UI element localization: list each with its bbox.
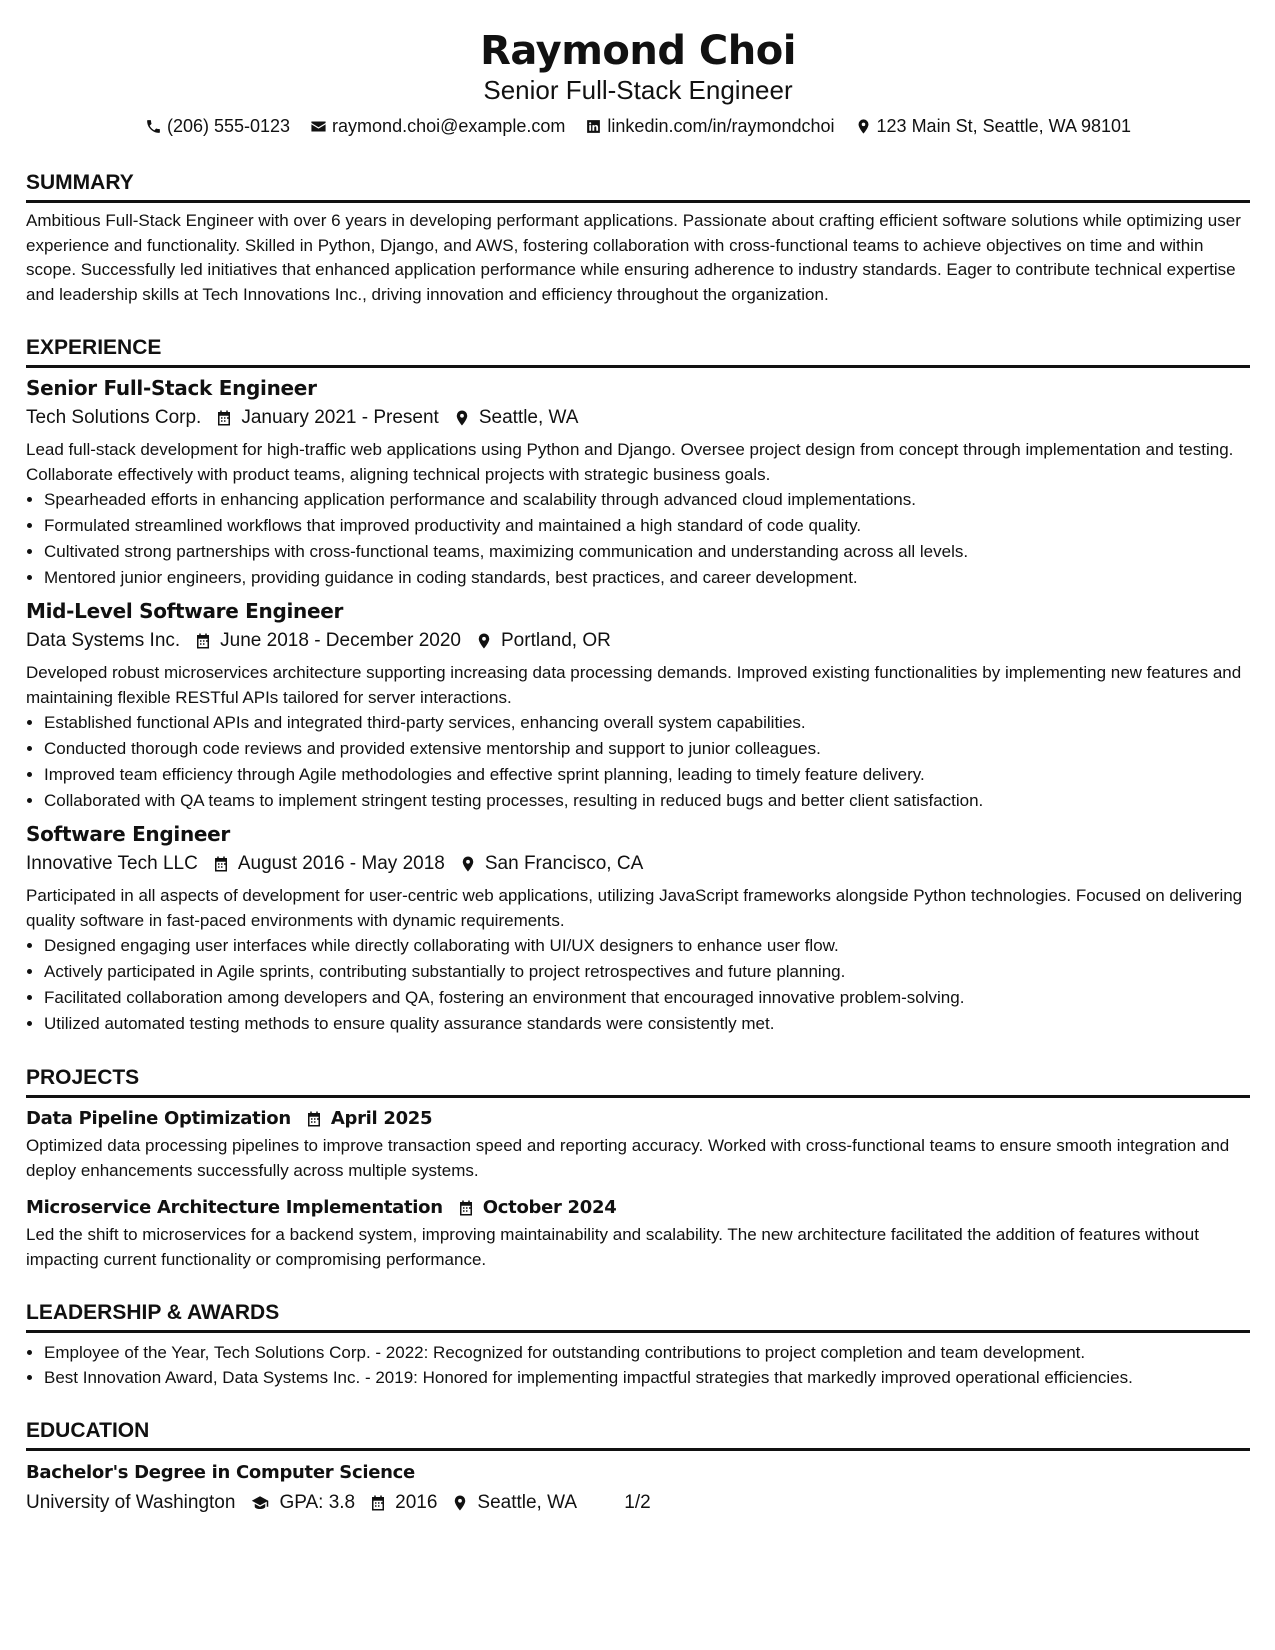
page-number: 1/2	[624, 1492, 651, 1513]
email-text[interactable]: raymond.choi@example.com	[332, 116, 566, 136]
experience-entry	[26, 597, 1250, 814]
job-description: Participated in all aspects of development for user-centric web applications, utilizing JavaScript frameworks alongside Python technologies. Focused on delivering quality software in fast-paced environments with dynamic requirements.	[26, 886, 1243, 930]
job-company: Innovative Tech LLC	[26, 853, 198, 874]
job-title: Software Engineer	[26, 822, 230, 846]
job-description: Lead full-stack development for high-traffic web applications using Python and Django. Oversee project design from concept through implementation and testing. Collaborate effectively with product teams, aligning technical projects with strategic business goals.	[26, 440, 1234, 484]
job-location: Portland, OR	[501, 630, 611, 651]
school-name: University of Washington	[26, 1492, 236, 1513]
job-meta	[26, 627, 1250, 655]
gpa-text: GPA: 3.8	[279, 1492, 356, 1513]
job-location: San Francisco, CA	[484, 853, 644, 874]
map-pin-icon	[855, 118, 872, 135]
list-item: • Cultivated strong partnerships with cross-functional teams, maximizing communication and understanding across all levels.	[44, 539, 1250, 565]
linkedin-icon	[585, 118, 602, 135]
experience-entry	[26, 374, 1250, 591]
list-item: • Best Innovation Award, Data Systems Inc. - 2019: Honored for implementing impactful strategies that markedly improved operational efficiencies.	[44, 1366, 1250, 1391]
awards-list	[26, 1341, 1250, 1390]
project-name: Microservice Architecture Implementation	[26, 1197, 443, 1218]
job-meta	[26, 850, 1250, 878]
list-item: • Improved team efficiency through Agile methodologies and effective sprint planning, leading to timely feature delivery.	[44, 762, 1250, 788]
job-title: Mid-Level Software Engineer	[26, 599, 344, 623]
degree-title: Bachelor's Degree in Computer Science	[26, 1462, 415, 1483]
job-bullets	[26, 487, 1250, 591]
contact-address	[855, 114, 1132, 138]
list-item: • Designed engaging user interfaces while directly collaborating with UI/UX designers to enhance user flow.	[44, 933, 1250, 959]
list-item: • Employee of the Year, Tech Solutions Corp. - 2022: Recognized for outstanding contributions to project completion and team development.	[44, 1341, 1250, 1366]
list-item: • Spearheaded efforts in enhancing application performance and scalability through advanced cloud implementations.	[44, 487, 1250, 513]
job-bullets	[26, 933, 1250, 1037]
summary-text: Ambitious Full-Stack Engineer with over 6 years in developing performant applications. Passionate about crafting efficient software solutions while optimizing user experience and functionality. Skilled in Python, Django, and AWS, fostering collaboration with cross-functional teams to achieve objectives on time and within scope. Successfully led initiatives that enhanced application performance while ensuring adherence to industry standards. Eager to contribute technical expertise and leadership skills at Tech Innovations Inc., driving innovation and efficiency throughout the organization.	[26, 211, 1241, 304]
resume-header	[26, 28, 1250, 138]
phone-icon	[145, 118, 162, 135]
job-company: Data Systems Inc.	[26, 630, 181, 651]
calendar-icon	[215, 409, 233, 427]
map-pin-icon	[453, 409, 471, 427]
project-description: Optimized data processing pipelines to improve transaction speed and reporting accuracy. Worked with cross-functional teams to ensure smooth integration and deploy enhancements successfully across multiple systems.	[26, 1136, 1230, 1180]
section-title-summary: SUMMARY	[26, 170, 1250, 203]
school-location: Seattle, WA	[477, 1492, 578, 1513]
project-header	[26, 1106, 1250, 1132]
project-entry	[26, 1106, 1250, 1183]
experience-entry	[26, 820, 1250, 1037]
project-date: April 2025	[330, 1108, 433, 1129]
job-dates: June 2018 - December 2020	[220, 630, 461, 651]
contact-phone	[145, 114, 290, 138]
contact-email[interactable]	[310, 114, 565, 138]
map-pin-icon	[475, 632, 493, 650]
list-item: • Actively participated in Agile sprints, contributing substantially to project retrospectives and future planning.	[44, 959, 1250, 985]
project-date: October 2024	[482, 1197, 617, 1218]
contact-row	[26, 114, 1250, 138]
resume-page	[26, 0, 1250, 1517]
address-text: 123 Main St, Seattle, WA 98101	[876, 116, 1132, 136]
graduation-year: 2016	[395, 1492, 438, 1513]
section-title-leadership: LEADERSHIP & AWARDS	[26, 1300, 1250, 1333]
job-bullets	[26, 710, 1250, 814]
job-company: Tech Solutions Corp.	[26, 407, 202, 428]
phone-text: (206) 555-0123	[166, 116, 291, 136]
list-item: • Utilized automated testing methods to ensure quality assurance standards were consistently met.	[44, 1011, 1250, 1037]
job-location: Seattle, WA	[478, 407, 579, 428]
contact-linkedin[interactable]	[585, 114, 834, 138]
calendar-icon	[212, 855, 230, 873]
candidate-title: Senior Full-Stack Engineer	[483, 75, 793, 105]
job-title: Senior Full-Stack Engineer	[26, 376, 317, 400]
mail-icon	[310, 118, 327, 135]
calendar-icon	[457, 1199, 475, 1217]
section-title-experience: EXPERIENCE	[26, 335, 1250, 368]
list-item: • Mentored junior engineers, providing guidance in coding standards, best practices, and career development.	[44, 565, 1250, 591]
section-title-projects: PROJECTS	[26, 1065, 1250, 1098]
candidate-name: Raymond Choi	[480, 28, 796, 74]
calendar-icon	[194, 632, 212, 650]
list-item: • Facilitated collaboration among developers and QA, fostering an environment that encouraged innovative problem-solving.	[44, 985, 1250, 1011]
project-name: Data Pipeline Optimization	[26, 1108, 291, 1129]
calendar-icon	[305, 1110, 323, 1128]
map-pin-icon	[459, 855, 477, 873]
project-header	[26, 1195, 1250, 1221]
job-meta	[26, 404, 1250, 432]
list-item: • Collaborated with QA teams to implement stringent testing processes, resulting in reduced bugs and better client satisfaction.	[44, 788, 1250, 814]
section-title-education: EDUCATION	[26, 1418, 1250, 1451]
linkedin-text[interactable]: linkedin.com/in/raymondchoi	[607, 116, 835, 136]
list-item: • Formulated streamlined workflows that improved productivity and maintained a high standard of code quality.	[44, 513, 1250, 539]
list-item: • Conducted thorough code reviews and provided extensive mentorship and support to junior colleagues.	[44, 736, 1250, 762]
job-dates: August 2016 - May 2018	[237, 853, 445, 874]
job-dates: January 2021 - Present	[241, 407, 439, 428]
project-entry	[26, 1195, 1250, 1272]
project-description: Led the shift to microservices for a backend system, improving maintainability and scalability. The new architecture facilitated the addition of features without impacting current functionality or compromising performance.	[26, 1225, 1199, 1269]
list-item: • Established functional APIs and integrated third-party services, enhancing overall system capabilities.	[44, 710, 1250, 736]
job-description: Developed robust microservices architecture supporting increasing data processing demands. Improved existing functionalities by implementing new features and maintaining flexible RESTful APIs tailored for server interactions.	[26, 663, 1242, 707]
